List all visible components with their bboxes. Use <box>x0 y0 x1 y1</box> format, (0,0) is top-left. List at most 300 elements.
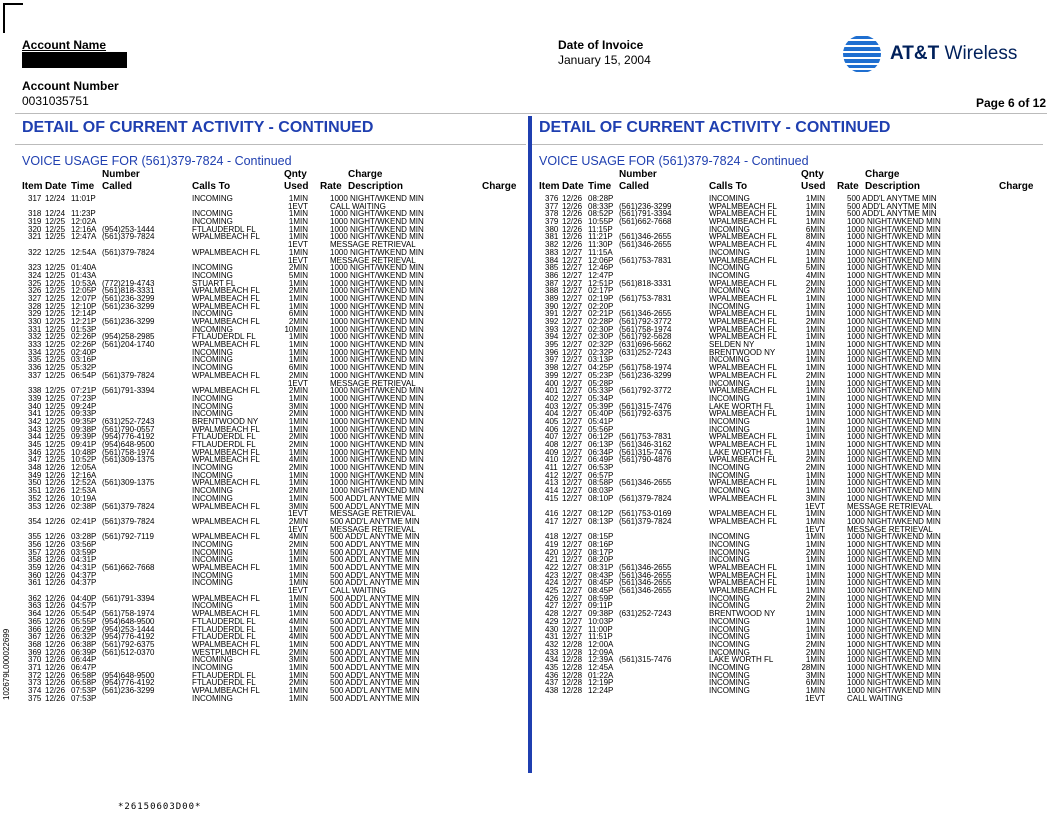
time-cell: 05:33P <box>588 386 614 396</box>
time-cell: 08:59P <box>588 593 614 603</box>
item-cell: 387 <box>545 278 559 288</box>
description-cell: 1000 NIGHT/WKEND MIN <box>847 593 941 603</box>
date-cell: 12/27 <box>562 393 583 403</box>
item-cell: 407 <box>545 432 559 442</box>
time-cell: 12:10P <box>71 301 97 311</box>
calls-to-cell: INCOMING <box>709 555 750 565</box>
item-cell: 404 <box>545 409 559 419</box>
time-cell: 08:15P <box>588 532 614 542</box>
quantity-cell: 3MIN <box>288 655 308 665</box>
quantity-cell: 1MIN <box>288 340 308 350</box>
invoice-date-label: Date of Invoice <box>558 38 644 52</box>
description-cell: 500 ADD'L ANYTME MIN <box>330 632 420 642</box>
time-cell: 06:53P <box>588 463 614 473</box>
calls-to-cell: WPALMBEACH FL <box>709 578 777 588</box>
called-number-cell: (561)790-4876 <box>619 455 672 465</box>
quantity-cell: 2MIN <box>805 647 825 657</box>
quantity-cell: 1MIN <box>805 655 825 665</box>
description-cell: 1000 NIGHT/WKEND MIN <box>847 639 941 649</box>
calls-to-cell: WPALMBEACH FL <box>192 317 260 326</box>
calls-to-cell: WPALMBEACH FL <box>192 370 260 380</box>
item-cell: 427 <box>545 601 559 611</box>
calls-to-cell: SELDEN NY <box>709 340 755 350</box>
time-cell: 03:28P <box>71 532 97 542</box>
description-cell: 500 ADD'L ANYTME MIN <box>847 209 937 219</box>
quantity-cell: 1MIN <box>288 693 308 703</box>
description-cell: 1000 NIGHT/WKEND MIN <box>847 532 941 542</box>
date-cell: 12/27 <box>562 363 583 373</box>
calls-to-cell: FTLAUDERDL FL <box>192 624 256 634</box>
quantity-cell: 6MIN <box>288 309 308 319</box>
item-cell: 365 <box>28 616 42 626</box>
quantity-cell: 1MIN <box>805 324 825 334</box>
description-cell: 1000 NIGHT/WKEND MIN <box>847 232 941 242</box>
description-cell: 1000 NIGHT/WKEND MIN <box>330 432 424 442</box>
date-cell: 12/27 <box>562 532 583 542</box>
item-cell: 428 <box>545 609 559 619</box>
item-cell: 322 <box>28 247 42 257</box>
description-cell: 1000 NIGHT/WKEND MIN <box>330 247 424 257</box>
description-cell: 1000 NIGHT/WKEND MIN <box>847 370 941 380</box>
barcode-text: *26150603D00* <box>118 802 202 812</box>
time-cell: 06:47P <box>71 662 97 672</box>
calls-to-cell: WPALMBEACH FL <box>709 232 777 242</box>
time-cell: 03:16P <box>71 355 97 365</box>
calls-to-cell: WPALMBEACH FL <box>709 516 777 526</box>
date-cell: 12/26 <box>45 624 66 634</box>
col-used: Used <box>801 181 826 192</box>
calls-to-cell: INCOMING <box>192 393 233 403</box>
time-cell: 04:31P <box>71 555 97 565</box>
calls-to-cell: INCOMING <box>192 363 233 373</box>
description-cell: 500 ADD'L ANYTME MIN <box>847 194 937 203</box>
time-cell: 05:39P <box>588 401 614 411</box>
date-cell: 12/26 <box>45 655 66 665</box>
quantity-cell: 1MIN <box>805 686 825 695</box>
description-cell: 1000 NIGHT/WKEND MIN <box>330 286 424 296</box>
description-cell: 1000 NIGHT/WKEND MIN <box>847 278 941 288</box>
crop-mark <box>3 3 23 33</box>
time-cell: 09:39P <box>71 432 97 442</box>
calls-to-cell: WPALMBEACH FL <box>709 478 777 488</box>
description-cell: 1000 NIGHT/WKEND MIN <box>847 286 941 296</box>
date-cell: 12/27 <box>562 493 583 503</box>
time-cell: 06:38P <box>71 639 97 649</box>
time-cell: 06:39P <box>71 647 97 657</box>
date-cell: 12/27 <box>562 463 583 473</box>
quantity-cell: 2MIN <box>805 370 825 380</box>
voice-usage-title: VOICE USAGE FOR (561)379-7824 - Continued <box>22 154 292 168</box>
description-cell: 1000 NIGHT/WKEND MIN <box>847 432 941 442</box>
time-cell: 09:24P <box>71 401 97 411</box>
description-cell: 500 ADD'L ANYTME MIN <box>330 686 420 695</box>
quantity-cell: 1EVT <box>287 509 308 519</box>
description-cell: 1000 NIGHT/WKEND MIN <box>330 424 424 434</box>
item-cell: 368 <box>28 639 42 649</box>
description-cell: 500 ADD'L ANYTME MIN <box>330 616 420 626</box>
quantity-cell: 1EVT <box>287 586 308 596</box>
quantity-cell: 1MIN <box>805 416 825 426</box>
description-cell: 1000 NIGHT/WKEND MIN <box>847 409 941 419</box>
description-cell: 1000 NIGHT/WKEND MIN <box>330 270 424 280</box>
col-date: Date <box>562 181 584 192</box>
description-cell: 1000 NIGHT/WKEND MIN <box>847 570 941 580</box>
calls-to-cell: WPALMBEACH FL <box>192 293 260 303</box>
called-number-cell: (561)792-5628 <box>619 332 672 342</box>
date-cell: 12/28 <box>562 662 583 672</box>
called-number-cell: (561)379-7824 <box>102 501 155 511</box>
description-cell: 1000 NIGHT/WKEND MIN <box>330 416 424 426</box>
description-cell: MESSAGE RETRIEVAL <box>330 240 416 250</box>
called-number-cell: (772)219-4743 <box>102 278 155 288</box>
calls-to-cell: INCOMING <box>192 463 233 473</box>
called-number-cell: (561)315-7476 <box>619 401 672 411</box>
date-cell: 12/26 <box>562 217 583 227</box>
item-cell: 406 <box>545 424 559 434</box>
time-cell: 02:26P <box>71 332 97 342</box>
quantity-cell: 2MIN <box>288 647 308 657</box>
quantity-cell: 1MIN <box>288 547 308 557</box>
date-cell: 12/26 <box>45 678 66 688</box>
quantity-cell: 1MIN <box>288 670 308 680</box>
item-cell: 360 <box>28 570 42 580</box>
date-cell: 12/27 <box>562 616 583 626</box>
quantity-cell: 1MIN <box>805 616 825 626</box>
date-cell: 12/27 <box>562 432 583 442</box>
called-number-cell: (561)236-3299 <box>102 317 155 326</box>
calls-to-cell: INCOMING <box>192 693 233 703</box>
date-cell: 12/27 <box>562 609 583 619</box>
description-cell: 1000 NIGHT/WKEND MIN <box>330 409 424 419</box>
time-cell: 07:23P <box>71 393 97 403</box>
account-number: 0031035751 <box>22 94 89 108</box>
quantity-cell: 1MIN <box>288 232 308 242</box>
time-cell: 04:37P <box>71 578 97 588</box>
called-number-cell: (561)792-6375 <box>102 639 155 649</box>
item-cell: 385 <box>545 263 559 273</box>
calls-to-cell: WPALMBEACH FL <box>709 570 777 580</box>
time-cell: 07:21P <box>71 386 97 396</box>
quantity-cell: 1MIN <box>288 424 308 434</box>
description-cell: 1000 NIGHT/WKEND MIN <box>330 486 424 496</box>
calls-to-cell: INCOMING <box>709 194 750 203</box>
quantity-cell: 2MIN <box>288 317 308 326</box>
calls-to-cell: INCOMING <box>192 347 233 357</box>
date-cell: 12/25 <box>45 416 66 426</box>
description-cell: 1000 NIGHT/WKEND MIN <box>847 240 941 250</box>
quantity-cell: 1MIN <box>288 247 308 257</box>
time-cell: 03:59P <box>71 547 97 557</box>
time-cell: 12:39A <box>588 655 614 665</box>
quantity-cell: 1EVT <box>804 501 825 511</box>
date-cell: 12/25 <box>45 440 66 449</box>
item-cell: 350 <box>28 478 42 488</box>
calls-to-cell: LAKE WORTH FL <box>709 447 774 457</box>
calls-to-cell: STUART FL <box>192 278 236 288</box>
description-cell: 1000 NIGHT/WKEND MIN <box>847 447 941 457</box>
date-cell: 12/26 <box>45 693 66 703</box>
quantity-cell: 1MIN <box>805 570 825 580</box>
item-cell: 421 <box>545 555 559 565</box>
date-cell: 12/27 <box>562 440 583 449</box>
time-cell: 12:24P <box>588 686 614 695</box>
time-cell: 12:52A <box>71 478 97 488</box>
description-cell: 1000 NIGHT/WKEND MIN <box>847 217 941 227</box>
quantity-cell: 1MIN <box>805 609 825 619</box>
item-cell: 329 <box>28 309 42 319</box>
description-cell: 1000 NIGHT/WKEND MIN <box>330 293 424 303</box>
calls-to-cell: INCOMING <box>709 686 750 695</box>
item-cell: 416 <box>545 509 559 519</box>
description-cell: 1000 NIGHT/WKEND MIN <box>330 194 424 203</box>
date-cell: 12/25 <box>45 386 66 396</box>
calls-to-cell: INCOMING <box>192 662 233 672</box>
item-cell: 435 <box>545 662 559 672</box>
time-cell: 10:03P <box>588 616 614 626</box>
quantity-cell: 1MIN <box>288 347 308 357</box>
calls-to-cell: INCOMING <box>192 401 233 411</box>
date-cell: 12/26 <box>45 470 66 480</box>
called-number-cell: (561)346-2655 <box>619 232 672 242</box>
time-cell: 06:49P <box>588 455 614 465</box>
description-cell: 1000 NIGHT/WKEND MIN <box>847 632 941 642</box>
date-cell: 12/27 <box>562 555 583 565</box>
item-cell: 432 <box>545 639 559 649</box>
item-cell: 327 <box>28 293 42 303</box>
time-cell: 06:29P <box>71 624 97 634</box>
description-cell: MESSAGE RETRIEVAL <box>847 501 933 511</box>
date-cell: 12/27 <box>562 347 583 357</box>
date-cell: 12/25 <box>45 401 66 411</box>
time-cell: 12:07P <box>71 293 97 303</box>
calls-to-cell: LAKE WORTH FL <box>709 401 774 411</box>
calls-to-cell: WPALMBEACH FL <box>709 317 777 326</box>
date-cell: 12/26 <box>45 609 66 619</box>
time-cell: 10:52P <box>71 455 97 465</box>
date-cell: 12/26 <box>45 547 66 557</box>
table-row <box>18 518 526 526</box>
calls-to-cell: LAKE WORTH FL <box>709 655 774 665</box>
called-number-cell: (954)648-9500 <box>102 670 155 680</box>
quantity-cell: 1EVT <box>287 255 308 265</box>
description-cell: 1000 NIGHT/WKEND MIN <box>330 309 424 319</box>
quantity-cell: 28MIN <box>801 662 825 672</box>
description-cell: 500 ADD'L ANYTME MIN <box>330 539 420 549</box>
col-calls-to: Calls To <box>709 181 748 192</box>
item-cell: 336 <box>28 363 42 373</box>
date-cell: 12/26 <box>45 486 66 496</box>
quantity-cell: 1MIN <box>805 194 825 203</box>
quantity-cell: 2MIN <box>288 409 308 419</box>
description-cell: 500 ADD'L ANYTME MIN <box>330 501 420 511</box>
date-cell: 12/25 <box>45 332 66 342</box>
description-cell: 1000 NIGHT/WKEND MIN <box>847 539 941 549</box>
quantity-cell: 1MIN <box>288 662 308 672</box>
time-cell: 02:20P <box>588 301 614 311</box>
item-cell: 408 <box>545 440 559 449</box>
quantity-cell: 1MIN <box>805 293 825 303</box>
description-cell: MESSAGE RETRIEVAL <box>330 524 416 534</box>
time-cell: 02:28P <box>588 317 614 326</box>
date-cell: 12/27 <box>562 340 583 350</box>
date-cell: 12/25 <box>45 355 66 365</box>
calls-to-cell: INCOMING <box>709 424 750 434</box>
date-cell: 12/26 <box>45 463 66 473</box>
description-cell: 500 ADD'L ANYTME MIN <box>330 493 420 503</box>
calls-to-cell: INCOMING <box>192 555 233 565</box>
item-cell: 371 <box>28 662 42 672</box>
table-header-right <box>535 169 1043 195</box>
item-cell: 325 <box>28 278 42 288</box>
calls-to-cell: WPALMBEACH FL <box>192 301 260 311</box>
called-number-cell: (954)648-9500 <box>102 440 155 449</box>
calls-to-cell: INCOMING <box>192 309 233 319</box>
calls-to-cell: INCOMING <box>192 601 233 611</box>
item-cell: 378 <box>545 209 559 219</box>
date-cell: 12/27 <box>562 563 583 572</box>
calls-to-cell: WPALMBEACH FL <box>192 501 260 511</box>
col-item: Item <box>22 181 43 192</box>
called-number-cell: (954)776-4192 <box>102 678 155 688</box>
quantity-cell: 3MIN <box>288 501 308 511</box>
called-number-cell: (561)315-7476 <box>619 655 672 665</box>
item-cell: 362 <box>28 593 42 603</box>
col-used: Used <box>284 181 309 192</box>
time-cell: 12:54A <box>71 247 97 257</box>
time-cell: 06:44P <box>71 655 97 665</box>
called-number-cell: (561)346-2655 <box>619 240 672 250</box>
description-cell: 1000 NIGHT/WKEND MIN <box>847 662 941 672</box>
description-cell: 500 ADD'L ANYTME MIN <box>330 647 420 657</box>
quantity-cell: 1MIN <box>288 301 308 311</box>
called-number-cell: (561)346-2655 <box>619 478 672 488</box>
quantity-cell: 1MIN <box>805 409 825 419</box>
item-cell: 412 <box>545 470 559 480</box>
calls-to-cell: BRENTWOOD NY <box>192 416 259 426</box>
time-cell: 08:12P <box>588 509 614 519</box>
date-cell: 12/27 <box>562 386 583 396</box>
item-cell: 431 <box>545 632 559 642</box>
calls-to-cell: INCOMING <box>192 547 233 557</box>
quantity-cell: 2MIN <box>288 263 308 273</box>
time-cell: 05:41P <box>588 416 614 426</box>
quantity-cell: 2MIN <box>805 278 825 288</box>
called-number-cell: (561)309-1375 <box>102 478 155 488</box>
item-cell: 414 <box>545 486 559 496</box>
description-cell: 1000 NIGHT/WKEND MIN <box>847 247 941 257</box>
time-cell: 12:05P <box>71 286 97 296</box>
date-cell: 12/27 <box>562 547 583 557</box>
description-cell: 1000 NIGHT/WKEND MIN <box>847 670 941 680</box>
quantity-cell: 4MIN <box>288 632 308 642</box>
time-cell: 05:34P <box>588 393 614 403</box>
quantity-cell: 2MIN <box>805 463 825 473</box>
quantity-cell: 1MIN <box>288 194 308 203</box>
item-cell: 379 <box>545 217 559 227</box>
date-cell: 12/25 <box>45 317 66 326</box>
date-cell: 12/27 <box>562 632 583 642</box>
description-cell: MESSAGE RETRIEVAL <box>847 524 933 534</box>
calls-to-cell: FTLAUDERDL FL <box>192 632 256 642</box>
item-cell: 330 <box>28 317 42 326</box>
calls-to-cell: WPALMBEACH FL <box>192 286 260 296</box>
date-cell: 12/27 <box>562 447 583 457</box>
description-cell: 1000 NIGHT/WKEND MIN <box>847 493 941 503</box>
quantity-cell: 1MIN <box>805 332 825 342</box>
item-cell: 410 <box>545 455 559 465</box>
description-cell: 1000 NIGHT/WKEND MIN <box>847 686 941 695</box>
calls-to-cell: INCOMING <box>192 578 233 588</box>
calls-to-cell: WPALMBEACH FL <box>709 293 777 303</box>
time-cell: 08:43P <box>588 570 614 580</box>
date-cell: 12/26 <box>562 224 583 234</box>
description-cell: 1000 NIGHT/WKEND MIN <box>847 624 941 634</box>
quantity-cell: 3MIN <box>805 493 825 503</box>
account-number-label: Account Number <box>22 79 119 93</box>
called-number-cell: (561)379-7824 <box>102 247 155 257</box>
quantity-cell: 1MIN <box>805 355 825 365</box>
quantity-cell: 1MIN <box>805 347 825 357</box>
date-cell: 12/27 <box>562 586 583 596</box>
time-cell: 01:53P <box>71 324 97 334</box>
item-cell: 392 <box>545 317 559 326</box>
description-cell: 500 ADD'L ANYTME MIN <box>847 201 937 211</box>
item-cell: 363 <box>28 601 42 611</box>
quantity-cell: 2MIN <box>288 463 308 473</box>
item-cell: 399 <box>545 370 559 380</box>
quantity-cell: 1MIN <box>288 601 308 611</box>
description-cell: 1000 NIGHT/WKEND MIN <box>847 317 941 326</box>
date-cell: 12/27 <box>562 578 583 588</box>
quantity-cell: 1EVT <box>287 378 308 388</box>
item-cell: 320 <box>28 224 42 234</box>
item-cell: 357 <box>28 547 42 557</box>
date-cell: 12/26 <box>562 209 583 219</box>
description-cell: 1000 NIGHT/WKEND MIN <box>330 355 424 365</box>
item-cell: 364 <box>28 609 42 619</box>
item-cell: 343 <box>28 424 42 434</box>
date-cell: 12/27 <box>562 409 583 419</box>
time-cell: 08:58P <box>588 478 614 488</box>
quantity-cell: 1MIN <box>288 209 308 219</box>
called-number-cell: (561)379-7824 <box>102 232 155 242</box>
voice-usage-title-right: VOICE USAGE FOR (561)379-7824 - Continued <box>539 154 809 168</box>
col-called: Called <box>102 181 133 192</box>
item-cell: 411 <box>545 463 558 473</box>
page-indicator: Page 6 of 12 <box>975 96 1046 110</box>
time-cell: 04:40P <box>71 593 97 603</box>
quantity-cell: 1MIN <box>288 493 308 503</box>
quantity-cell: 1MIN <box>805 516 825 526</box>
date-cell: 12/25 <box>45 247 66 257</box>
date-cell: 12/27 <box>562 317 583 326</box>
description-cell: 500 ADD'L ANYTME MIN <box>330 609 420 619</box>
called-number-cell: (561)236-3299 <box>102 301 155 311</box>
date-cell: 12/28 <box>562 686 583 695</box>
description-cell: 1000 NIGHT/WKEND MIN <box>847 386 941 396</box>
calls-to-cell: WPALMBEACH FL <box>192 639 260 649</box>
description-cell: 1000 NIGHT/WKEND MIN <box>330 370 424 380</box>
description-cell: 500 ADD'L ANYTME MIN <box>330 601 420 611</box>
title-rule <box>15 144 526 145</box>
date-cell: 12/25 <box>45 409 66 419</box>
col-date: Date <box>45 181 67 192</box>
calls-to-cell: FTLAUDERDL FL <box>192 440 256 449</box>
col-qnty-top: Qnty <box>284 169 307 180</box>
called-number-cell: (954)648-9500 <box>102 616 155 626</box>
globe-icon <box>842 34 882 74</box>
item-cell: 321 <box>28 232 42 242</box>
